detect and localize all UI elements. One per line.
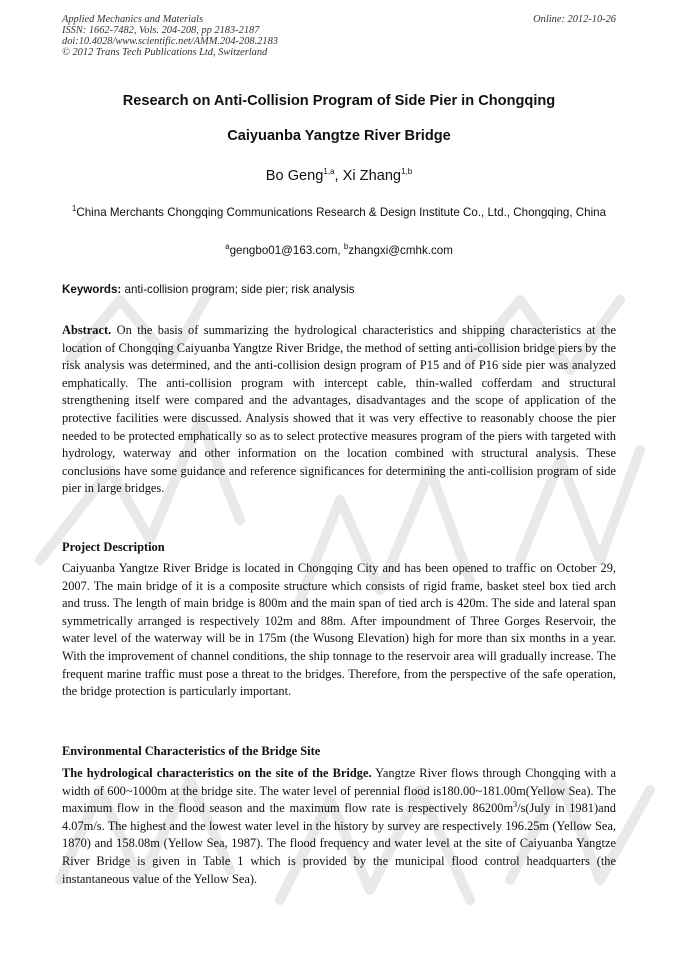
keywords-text: anti-collision program; side pier; risk analysis <box>121 283 355 296</box>
author-list <box>62 168 616 184</box>
author-separator: , <box>334 168 343 184</box>
affiliation-marker: 1 <box>71 204 77 214</box>
abstract-label: Abstract. <box>62 323 112 337</box>
email-separator: , <box>337 244 344 257</box>
email-marker: b <box>343 242 349 252</box>
abstract-paragraph <box>62 322 616 498</box>
author-affiliation-marker: 1,b <box>401 167 413 177</box>
doi-line[interactable]: doi:10.4028/www.scientific.net/AMM.204-208.2183 <box>62 36 278 47</box>
paper-title-line2: Caiyuanba Yangtze River Bridge <box>227 128 451 144</box>
author-emails <box>62 244 616 257</box>
copyright-line: © 2012 Trans Tech Publications Ltd, Switzerland <box>62 47 268 58</box>
email-marker: a <box>225 242 230 252</box>
section-heading-project: Project Description <box>62 540 165 554</box>
section-heading-environment: Environmental Characteristics of the Bridge Site <box>62 744 321 758</box>
environment-text-part1: Yangtze River flows through Chongqing with a width of 600~1000m at the bridge site. The water level of perennial flood is180.00~181.00m(Yellow Sea). The maximum flow in the flood season and the maximum flow rate is respectively 86200m <box>62 766 616 816</box>
affiliation-text: China Merchants Chongqing Communications Research & Design Institute Co., Ltd., Chongqing, China <box>76 206 607 219</box>
abstract-text: On the basis of summarizing the hydrological characteristics and shipping characteristics at the location of Chongqing Caiyuanba Yangtze River Bridge, the method of setting anti-collision bridge piers by the risk analysis was determined, and the anti-collision design program of P15 and of P16 side pier was analyzed emphatically. The anti-collision program with intercept cable, thin-walled cofferdam and structural strengthening itself were compared and the advantages, disadvantages and the scope of application of the protective facilities were discussed. Analysis showed that it was very effective to reasonably choose the pier needed to be protected emphatically so as to select protective measures program of the piers with targeted with hydrology, waterway and other information on the location combined with structural analysis. These conclusions have some guidance and reference significances for determining the anti-collision program of side pier in large bridges. <box>62 323 616 496</box>
email-link[interactable]: gengbo01@163.com <box>229 244 338 257</box>
email-link[interactable]: zhangxi@cmhk.com <box>348 244 453 257</box>
journal-metadata <box>62 14 278 58</box>
affiliation <box>62 204 616 222</box>
keywords <box>62 283 616 296</box>
author-name: Xi Zhang <box>342 168 402 184</box>
author-affiliation-marker: 1,a <box>323 167 335 177</box>
environment-text-part2: /s(July in 1981)and 4.07m/s. The highest and the lowest water level in the history by survey are respectively 196.25m (Yellow Sea, 1870) and 158.08m (Yellow Sea, 1987). The flood frequency and water level at the site of Caiyuanba Yangtze River Bridge is given in Table 1 which is provided by the municipal flood control headquarters (the instantaneous value of the Yellow Sea). <box>62 801 616 886</box>
project-paragraph: Caiyuanba Yangtze River Bridge is located in Chongqing City and has been opened to traffic on October 29, 2007. The main bridge of it is a composite structure which consists of rigid frame, basket steel box tied arch and truss. The length of main bridge is 800m and the main span of tied arch is 420m. The side and lateral span symmetrically arranged is respectively 102m and 88m. After impoundment of Three Gorges Reservoir, the water level of the waterway will be in 175m (the Wusong Elevation) high for more than six months in a year. With the improvement of channel conditions, the ship tonnage to the reservoir area will gradually increase. The frequent marine traffic must pose a threat to the bridges. Therefore, from the perspective of the safe operation, the bridge protection is particularly important. <box>62 561 616 699</box>
unit-exponent: 3 <box>513 800 518 810</box>
paper-title-line1: Research on Anti-Collision Program of Side Pier in Chongqing <box>122 93 556 109</box>
issn-line: ISSN: 1662-7482, Vols. 204-208, pp 2183-2187 <box>62 25 260 36</box>
journal-name: Applied Mechanics and Materials <box>62 14 204 25</box>
environment-paragraph <box>62 765 616 888</box>
keywords-label: Keywords: <box>62 283 122 296</box>
environment-lead: The hydrological characteristics on the site of the Bridge. <box>62 766 372 780</box>
author-name: Bo Geng <box>265 168 324 184</box>
online-date: Online: 2012-10-26 <box>533 14 616 25</box>
